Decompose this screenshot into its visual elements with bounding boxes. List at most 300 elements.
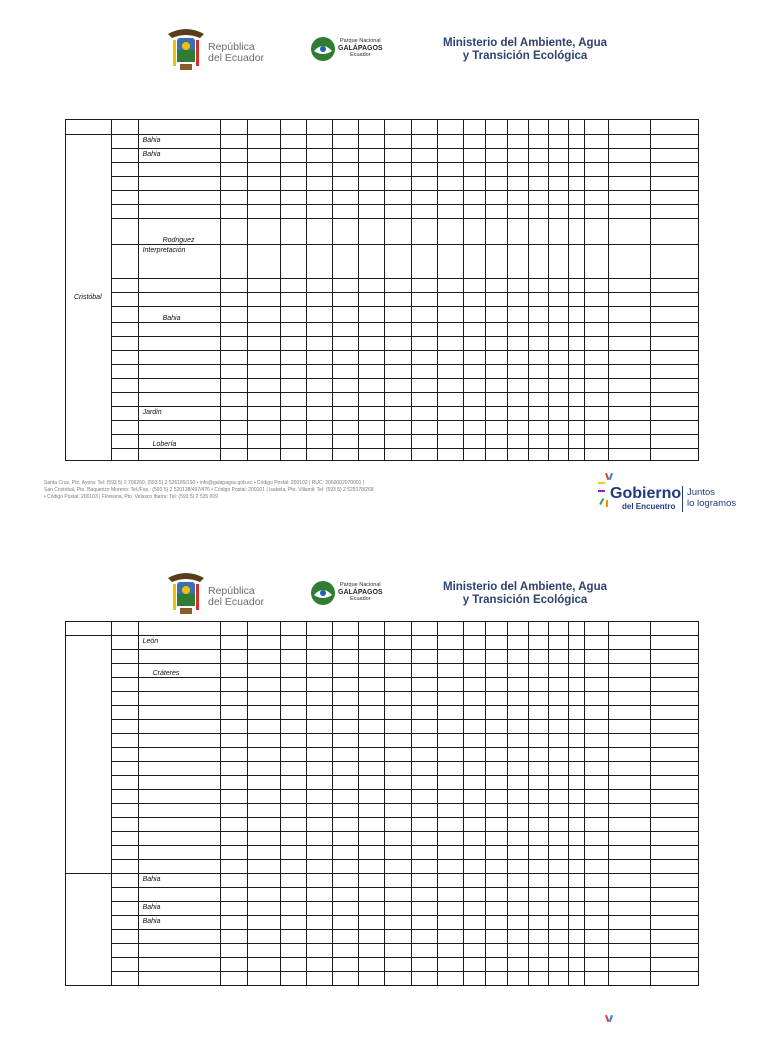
table-cell <box>650 860 698 874</box>
table-cell <box>333 650 359 664</box>
table-cell <box>221 421 248 435</box>
site-cell <box>138 678 221 692</box>
site-cell: Bahia <box>138 307 221 323</box>
table-cell <box>609 706 650 720</box>
table-cell <box>486 748 508 762</box>
table-cell <box>306 163 332 177</box>
table-cell <box>650 177 698 191</box>
table-cell <box>359 307 385 323</box>
table-cell <box>528 279 548 293</box>
table-cell <box>248 762 280 776</box>
table-cell <box>508 393 528 407</box>
table-cell <box>528 874 548 888</box>
table-cell <box>464 135 486 149</box>
table-cell <box>359 748 385 762</box>
table-cell <box>650 205 698 219</box>
site-cell <box>138 337 221 351</box>
table-cell <box>548 720 568 734</box>
table-cell <box>333 149 359 163</box>
table-cell <box>568 958 584 972</box>
table-cell <box>650 706 698 720</box>
site-cell <box>138 888 221 902</box>
table-cell <box>411 944 437 958</box>
table-cell <box>486 664 508 678</box>
table-cell <box>385 748 411 762</box>
table-cell <box>508 902 528 916</box>
table-cell <box>112 874 138 888</box>
table-cell <box>568 393 584 407</box>
table-cell <box>486 692 508 706</box>
table-cell <box>464 776 486 790</box>
table-cell <box>385 664 411 678</box>
ecuador-coat-of-arms-icon <box>166 26 206 74</box>
table-cell <box>508 245 528 279</box>
table-cell <box>306 944 332 958</box>
table-cell <box>248 832 280 846</box>
table-cell <box>548 135 568 149</box>
table-cell <box>112 888 138 902</box>
table-cell <box>528 804 548 818</box>
table-cell <box>609 944 650 958</box>
table-cell <box>359 916 385 930</box>
table-cell <box>248 818 280 832</box>
table-cell <box>112 790 138 804</box>
table-cell <box>585 191 609 205</box>
site-cell <box>138 832 221 846</box>
table-cell <box>112 944 138 958</box>
table-cell <box>650 664 698 678</box>
table-cell <box>333 449 359 461</box>
table-cell <box>508 163 528 177</box>
table-cell <box>650 958 698 972</box>
table-cell <box>568 748 584 762</box>
table-cell <box>464 449 486 461</box>
table-cell <box>333 379 359 393</box>
table-cell <box>333 664 359 678</box>
table-cell <box>221 379 248 393</box>
table-cell <box>548 379 568 393</box>
table-cell <box>112 706 138 720</box>
table-cell <box>333 958 359 972</box>
table-cell <box>585 930 609 944</box>
table-cell <box>464 804 486 818</box>
table-cell <box>528 678 548 692</box>
table-cell <box>359 407 385 421</box>
table-cell <box>568 191 584 205</box>
table-cell <box>359 120 385 135</box>
table-cell <box>548 337 568 351</box>
table-cell <box>385 120 411 135</box>
table-cell <box>221 874 248 888</box>
table-cell <box>221 650 248 664</box>
table-cell <box>221 351 248 365</box>
table-cell <box>385 706 411 720</box>
table-cell <box>528 293 548 307</box>
table-cell <box>528 706 548 720</box>
table-cell <box>306 902 332 916</box>
table-row <box>66 636 699 650</box>
table-cell <box>280 149 306 163</box>
site-cell <box>138 692 221 706</box>
table-cell <box>411 120 437 135</box>
table-cell <box>437 135 463 149</box>
table-cell <box>568 776 584 790</box>
table-cell <box>306 874 332 888</box>
table-cell <box>464 832 486 846</box>
table-cell <box>112 958 138 972</box>
table-cell <box>650 407 698 421</box>
table-row <box>66 888 699 902</box>
table-cell <box>306 379 332 393</box>
table-cell <box>437 449 463 461</box>
table-cell <box>385 958 411 972</box>
table-row <box>66 706 699 720</box>
table-cell <box>508 930 528 944</box>
table-cell <box>650 135 698 149</box>
table-cell <box>359 692 385 706</box>
table-cell <box>568 930 584 944</box>
table-cell <box>486 393 508 407</box>
table-cell <box>221 449 248 461</box>
table-cell <box>280 804 306 818</box>
table-cell <box>464 930 486 944</box>
table-cell <box>568 650 584 664</box>
table-cell <box>411 219 437 245</box>
table-cell <box>548 622 568 636</box>
table-cell <box>486 149 508 163</box>
table-cell <box>464 720 486 734</box>
table-cell <box>528 636 548 650</box>
table-cell <box>585 622 609 636</box>
table-cell <box>585 874 609 888</box>
table-cell <box>464 636 486 650</box>
table-cell <box>280 734 306 748</box>
table-cell <box>650 636 698 650</box>
table-cell <box>650 720 698 734</box>
table-cell <box>280 818 306 832</box>
table-cell <box>385 245 411 279</box>
table-cell <box>508 323 528 337</box>
table-cell <box>221 205 248 219</box>
table-cell <box>359 365 385 379</box>
table-cell <box>333 734 359 748</box>
table-cell <box>585 279 609 293</box>
site-cell <box>138 393 221 407</box>
table-cell <box>508 351 528 365</box>
table-cell <box>359 323 385 337</box>
table-cell <box>248 245 280 279</box>
table-cell <box>464 421 486 435</box>
table-cell <box>528 902 548 916</box>
table-cell <box>280 177 306 191</box>
table-cell <box>280 692 306 706</box>
table-cell <box>333 279 359 293</box>
schedule-table-2 <box>65 621 699 986</box>
table-cell <box>464 435 486 449</box>
table-cell <box>221 846 248 860</box>
table-cell <box>464 622 486 636</box>
table-cell <box>486 163 508 177</box>
table-cell <box>221 135 248 149</box>
table-cell <box>411 832 437 846</box>
table-cell <box>359 449 385 461</box>
table-cell <box>528 944 548 958</box>
site-cell <box>138 177 221 191</box>
site-cell: Bahia <box>138 135 221 149</box>
table-cell <box>280 365 306 379</box>
table-cell <box>464 307 486 323</box>
table-cell <box>333 748 359 762</box>
table-cell <box>411 407 437 421</box>
place-cell <box>66 874 112 986</box>
table-cell <box>585 790 609 804</box>
table-cell <box>548 664 568 678</box>
table-cell <box>437 734 463 748</box>
site-cell <box>138 650 221 664</box>
table-cell <box>306 762 332 776</box>
table-row <box>66 860 699 874</box>
table-cell <box>280 379 306 393</box>
table-cell <box>568 734 584 748</box>
table-cell <box>333 902 359 916</box>
table-row <box>66 692 699 706</box>
table-cell <box>609 818 650 832</box>
table-cell <box>464 191 486 205</box>
table-cell <box>548 219 568 245</box>
table-cell <box>437 916 463 930</box>
table-cell <box>359 804 385 818</box>
table-cell <box>306 804 332 818</box>
table-cell <box>650 449 698 461</box>
table-cell <box>486 293 508 307</box>
table-cell <box>385 636 411 650</box>
table-cell <box>437 393 463 407</box>
table-cell <box>464 678 486 692</box>
table-cell <box>486 449 508 461</box>
table-cell <box>650 279 698 293</box>
table-cell <box>385 776 411 790</box>
table-cell <box>464 245 486 279</box>
table-cell <box>486 804 508 818</box>
table-cell <box>609 323 650 337</box>
table-row <box>66 944 699 958</box>
table-cell <box>609 804 650 818</box>
table-cell <box>464 177 486 191</box>
table-cell <box>528 790 548 804</box>
table-cell <box>248 734 280 748</box>
table-cell <box>548 734 568 748</box>
table-cell <box>221 293 248 307</box>
table-cell <box>437 832 463 846</box>
table-row <box>66 776 699 790</box>
table-cell <box>411 860 437 874</box>
table-cell <box>333 888 359 902</box>
table-cell <box>333 972 359 986</box>
table-cell <box>359 944 385 958</box>
table-cell <box>359 421 385 435</box>
table-cell <box>548 650 568 664</box>
site-cell: Lobería <box>138 435 221 449</box>
table-cell <box>306 323 332 337</box>
table-cell <box>585 435 609 449</box>
table-cell <box>280 323 306 337</box>
table-cell <box>333 790 359 804</box>
table-cell <box>306 205 332 219</box>
table-cell <box>280 916 306 930</box>
table-cell <box>609 874 650 888</box>
republica-del-ecuador-text: República del Ecuador <box>208 585 265 608</box>
table-cell <box>385 337 411 351</box>
table-cell <box>280 678 306 692</box>
table-cell <box>528 135 548 149</box>
table-cell <box>221 664 248 678</box>
table-cell <box>437 860 463 874</box>
table-cell <box>280 407 306 421</box>
table-cell <box>548 818 568 832</box>
table-cell <box>359 351 385 365</box>
table-cell <box>221 636 248 650</box>
table-cell <box>437 120 463 135</box>
table-cell <box>585 958 609 972</box>
table-cell <box>437 804 463 818</box>
table-cell <box>221 149 248 163</box>
table-cell <box>650 365 698 379</box>
table-cell <box>528 323 548 337</box>
table-cell <box>437 293 463 307</box>
table-cell <box>609 120 650 135</box>
table-cell <box>508 720 528 734</box>
table-cell <box>508 958 528 972</box>
table-cell <box>333 720 359 734</box>
table-cell <box>359 874 385 888</box>
table-cell <box>437 219 463 245</box>
table-cell <box>508 219 528 245</box>
table-cell <box>385 293 411 307</box>
table-row <box>66 393 699 407</box>
table-cell <box>306 191 332 205</box>
table-cell <box>585 365 609 379</box>
table-cell <box>112 245 138 279</box>
table-cell <box>411 307 437 323</box>
table-cell <box>548 874 568 888</box>
table-cell <box>528 365 548 379</box>
table-cell <box>548 762 568 776</box>
table-cell <box>280 762 306 776</box>
table-row <box>66 664 699 678</box>
table-cell <box>437 944 463 958</box>
table-cell <box>568 177 584 191</box>
table-cell <box>464 351 486 365</box>
table-cell <box>112 720 138 734</box>
table-cell <box>411 421 437 435</box>
footer-address: Santa Cruz, Pto. Ayora: Tel: (593 5) 2 706260, (593 5) 2 526189/190 • info@galapagos.gob.ec • Código Postal: 200102 | RUC: 2060002070001 | San Cristóbal, Pto. Baquerizo Moreno: Tel./Fax.: (593 5) 2 520138/497/476 • Código Postal: 200101 | Isabela, Pto. Villamil: Tel: (593 5) 2 529178/268 • Código Postal: 200103 | Floreana, Pto. Velasco Ibarra: Tel: (593 5) 2 535 009 <box>44 480 374 500</box>
table-cell <box>568 846 584 860</box>
table-cell <box>112 449 138 461</box>
table-cell <box>568 762 584 776</box>
table-cell <box>548 393 568 407</box>
table-cell <box>650 762 698 776</box>
table-cell <box>248 135 280 149</box>
table-cell <box>548 846 568 860</box>
table-cell <box>359 846 385 860</box>
table-cell <box>508 191 528 205</box>
table-cell <box>528 972 548 986</box>
table-cell <box>585 636 609 650</box>
table-cell <box>280 832 306 846</box>
table-cell <box>221 191 248 205</box>
table-cell <box>528 191 548 205</box>
table-cell <box>248 205 280 219</box>
table-row <box>66 734 699 748</box>
table-cell <box>280 351 306 365</box>
table-row <box>66 323 699 337</box>
table-cell <box>221 888 248 902</box>
table-cell <box>585 762 609 776</box>
table-cell <box>333 191 359 205</box>
table-cell <box>411 245 437 279</box>
table-cell <box>585 972 609 986</box>
table-cell <box>508 365 528 379</box>
table-cell <box>411 351 437 365</box>
table-cell <box>411 323 437 337</box>
table-cell <box>112 748 138 762</box>
table-cell <box>508 790 528 804</box>
table-cell <box>359 293 385 307</box>
table-cell <box>411 177 437 191</box>
table-cell <box>280 435 306 449</box>
table-row <box>66 120 699 135</box>
schedule-table-1 <box>65 119 699 461</box>
table-cell <box>221 776 248 790</box>
table-cell <box>528 958 548 972</box>
site-cell <box>138 944 221 958</box>
table-cell <box>385 734 411 748</box>
table-cell <box>280 790 306 804</box>
table-cell <box>306 279 332 293</box>
table-cell <box>568 120 584 135</box>
table-cell <box>280 393 306 407</box>
table-cell <box>609 678 650 692</box>
table-cell <box>609 219 650 245</box>
table-cell <box>568 307 584 323</box>
table-cell <box>609 972 650 986</box>
table-cell <box>528 650 548 664</box>
table-cell <box>508 636 528 650</box>
table-cell <box>486 902 508 916</box>
table-cell <box>609 365 650 379</box>
table-cell <box>508 734 528 748</box>
table-cell <box>248 351 280 365</box>
site-cell <box>138 818 221 832</box>
parque-nacional-galapagos-logo-icon <box>310 36 336 62</box>
table-cell <box>333 351 359 365</box>
table-cell <box>528 664 548 678</box>
table-cell <box>609 636 650 650</box>
table-cell <box>385 351 411 365</box>
table-cell <box>306 219 332 245</box>
site-cell <box>138 323 221 337</box>
table-cell <box>385 874 411 888</box>
table-cell <box>437 622 463 636</box>
table-cell <box>306 120 332 135</box>
table-cell <box>650 379 698 393</box>
table-row <box>66 407 699 421</box>
table-cell <box>609 664 650 678</box>
table-cell <box>609 650 650 664</box>
table-cell <box>609 902 650 916</box>
table-cell <box>528 219 548 245</box>
table-cell <box>306 177 332 191</box>
